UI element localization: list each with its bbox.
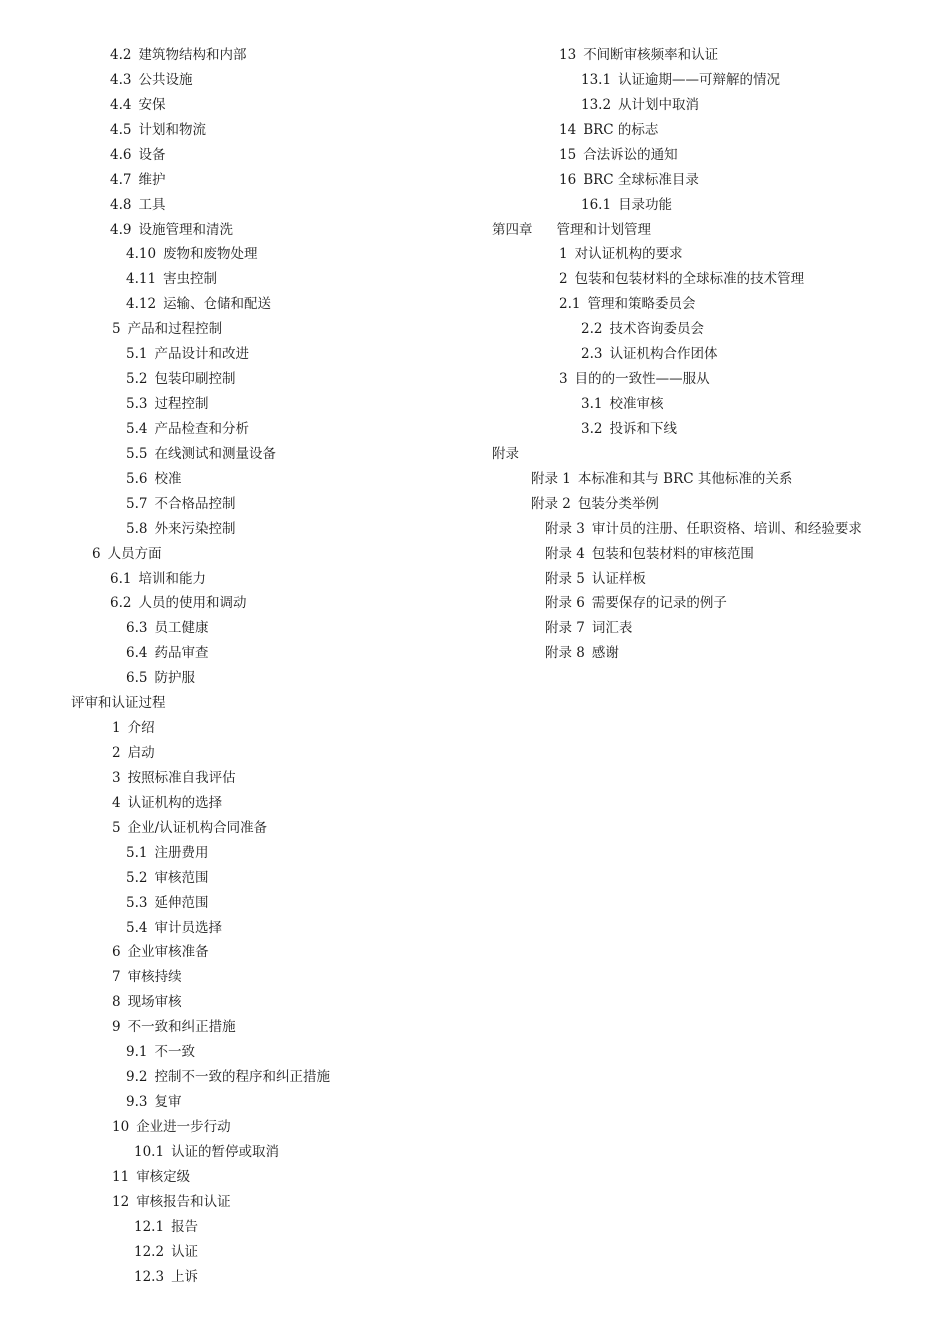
toc-entry (126, 244, 258, 264)
toc-entry (134, 1142, 279, 1162)
toc-entry (559, 269, 804, 289)
toc-entry-title: 投诉和下线 (609, 420, 677, 437)
toc-entry (126, 1067, 330, 1087)
toc-entry-number: 6.4 (126, 645, 148, 662)
toc-entry-number: 6.3 (126, 620, 148, 637)
toc-entry-title: 企业进一步行动 (136, 1118, 231, 1135)
toc-entry-title: 废物和废物处理 (163, 246, 258, 263)
toc-entry-number: 4.7 (110, 171, 132, 188)
toc-entry-number: 15 (559, 146, 577, 163)
toc-entry-title: 包装和包装材料的审核范围 (591, 545, 754, 562)
toc-entry-title: 人员方面 (107, 545, 162, 562)
toc-entry (126, 618, 208, 638)
toc-entry (112, 319, 222, 339)
toc-entry (110, 145, 165, 165)
toc-entry-number: 5.7 (126, 495, 148, 512)
toc-entry (112, 793, 222, 813)
toc-entry (126, 893, 208, 913)
toc-entry (581, 195, 672, 215)
toc-entry-number: 3.2 (581, 420, 603, 437)
toc-entry-number: 12.3 (134, 1268, 165, 1285)
toc-entry-number: 3.1 (581, 396, 603, 413)
toc-entry (112, 818, 267, 838)
toc-entry-title: 认证机构的选择 (127, 794, 223, 811)
toc-entry (110, 95, 165, 115)
toc-entry-title: 报告 (171, 1218, 199, 1235)
toc-entry-title: 产品和过程控制 (127, 321, 223, 338)
toc-entry (134, 1267, 198, 1287)
toc-entry-title: 审核范围 (154, 869, 209, 886)
toc-entry (112, 718, 155, 738)
toc-entry-title: 企业/认证机构合同准备 (127, 819, 268, 836)
toc-entry (126, 1042, 195, 1062)
toc-entry-number: 附录 2 (531, 495, 571, 512)
toc-entry (126, 519, 235, 539)
toc-entry (126, 419, 249, 439)
toc-entry-title: 包装和包装材料的全球标准的技术管理 (574, 271, 805, 288)
toc-entry-title: 词汇表 (591, 620, 633, 637)
toc-entry-title: 在线测试和测量设备 (154, 445, 276, 462)
toc-entry-title: 设备 (138, 146, 166, 163)
toc-entry-title: 复审 (154, 1094, 182, 1111)
toc-entry (126, 294, 271, 314)
toc-entry-title: 技术咨询委员会 (609, 321, 704, 338)
toc-entry-title: 防护服 (154, 670, 195, 687)
toc-entry-number: 4.6 (110, 146, 132, 163)
toc-entry-number: 6 (112, 944, 121, 961)
toc-entry-title: 药品审查 (154, 645, 209, 662)
toc-entry-number: 4.2 (110, 47, 132, 63)
toc-entry-title: 员工健康 (154, 620, 209, 637)
toc-entry-title: 审核定级 (136, 1168, 191, 1185)
toc-entry-number: 7 (112, 969, 121, 986)
toc-entry (559, 120, 658, 140)
toc-entry-title: 对认证机构的要求 (574, 246, 683, 263)
toc-entry (559, 244, 683, 264)
toc-entry-number: 5.2 (126, 869, 148, 886)
toc-entry-number: 11 (112, 1168, 130, 1185)
toc-entry-title: 校准 (154, 470, 182, 487)
toc-entry (581, 319, 704, 339)
toc-entry-number: 10 (112, 1118, 130, 1135)
toc-entry-number: 9 (112, 1019, 121, 1036)
toc-entry (126, 344, 249, 364)
toc-entry (559, 145, 678, 165)
toc-entry-number: 2 (112, 745, 121, 762)
toc-entry-number: 4.5 (110, 121, 132, 138)
toc-entry-number: 12.2 (134, 1243, 165, 1260)
toc-entry-number: 附录 8 (545, 645, 585, 662)
toc-entry-title: 从计划中取消 (618, 96, 700, 113)
toc-entry (581, 344, 717, 364)
toc-entry-title: 合法诉讼的通知 (583, 146, 678, 163)
toc-entry-title: 评审和认证过程 (71, 695, 166, 712)
toc-entry-title: 包装分类举例 (577, 495, 659, 512)
toc-entry-title: 审计员的注册、任职资格、培训、和经验要求 (591, 520, 862, 537)
toc-entry-title: 外来污染控制 (154, 520, 236, 537)
toc-entry-title: 认证样板 (591, 570, 646, 587)
toc-entry (545, 593, 727, 613)
toc-entry-number: 6.1 (110, 570, 132, 587)
toc-entry-number: 附录 5 (545, 570, 585, 587)
toc-entry-title: 需要保存的记录的例子 (591, 595, 727, 612)
toc-entry-title: 感谢 (591, 645, 619, 662)
toc-entry-number: 4.3 (110, 71, 132, 88)
toc-entry (559, 170, 699, 190)
toc-entry-title: 不一致和纠正措施 (127, 1019, 236, 1036)
toc-entry (126, 918, 222, 938)
toc-entry-title: 控制不一致的程序和纠正措施 (154, 1069, 330, 1086)
toc-entry (545, 618, 632, 638)
toc-entry-title: 企业审核准备 (127, 944, 209, 961)
toc-entry (545, 519, 862, 539)
toc-entry-title: 不合格品控制 (154, 495, 236, 512)
toc-entry-number: 5.2 (126, 371, 148, 388)
toc-entry-number: 4.8 (110, 196, 132, 213)
toc-entry (112, 942, 209, 962)
toc-entry-title: 审核持续 (127, 969, 182, 986)
toc-entry-title: 维护 (138, 171, 166, 188)
toc-entry (112, 967, 182, 987)
toc-entry (581, 394, 663, 414)
toc-entry-number: 3 (112, 769, 121, 786)
toc-entry-number: 附录 3 (545, 520, 585, 537)
toc-entry-title: 本标准和其与 BRC 其他标准的关系 (577, 470, 793, 487)
toc-entry-number: 附录 1 (531, 470, 571, 487)
toc-entry-number: 16.1 (581, 196, 612, 213)
toc-entry-title: 认证逾期——可辩解的情况 (618, 71, 781, 88)
toc-entry (126, 494, 235, 514)
toc-entry-title: 校准审核 (609, 396, 664, 413)
toc-entry-number: 2.2 (581, 321, 603, 338)
toc-entry-number: 第四章 (492, 221, 533, 238)
toc-entry-title: 公共设施 (138, 71, 193, 88)
toc-entry (545, 569, 646, 589)
toc-entry (110, 70, 192, 90)
toc-entry-title: 包装印刷控制 (154, 371, 236, 388)
toc-entry-number: 9.1 (126, 1044, 148, 1061)
toc-entry (110, 593, 246, 613)
toc-entry (112, 768, 236, 788)
toc-entry (110, 120, 206, 140)
toc-entry (110, 170, 165, 190)
toc-entry-number: 3 (559, 371, 568, 388)
toc-entry-number: 5.5 (126, 445, 148, 462)
toc-entry (92, 544, 162, 564)
toc-entry (545, 643, 619, 663)
toc-entry-title: 按照标准自我评估 (127, 769, 236, 786)
toc-entry-number: 6.2 (110, 595, 132, 612)
toc-entry (112, 1167, 190, 1187)
toc-entry-title: BRC 全球标准目录 (583, 171, 699, 188)
toc-entry-title: 上诉 (171, 1268, 199, 1285)
toc-entry-title: 审核报告和认证 (136, 1193, 231, 1210)
toc-entry (126, 1092, 181, 1112)
toc-entry (112, 1117, 231, 1137)
toc-entry-number: 12.1 (134, 1218, 165, 1235)
toc-entry (110, 569, 206, 589)
toc-entry-title: 认证 (171, 1243, 199, 1260)
toc-entry (531, 494, 659, 514)
toc-entry-number: 14 (559, 121, 577, 138)
toc-entry (581, 95, 699, 115)
toc-entry-number: 5.8 (126, 520, 148, 537)
toc-entry-title: 运输、仓储和配送 (163, 296, 272, 313)
toc-entry-title: 启动 (127, 745, 155, 762)
toc-entry-title: 目的的一致性——服从 (574, 371, 710, 388)
toc-entry (134, 1242, 198, 1262)
toc-entry-title: 介绍 (127, 720, 155, 737)
toc-entry-title: 设施管理和清洗 (138, 221, 233, 238)
toc-entry (126, 369, 235, 389)
toc-entry (581, 70, 780, 90)
toc-entry-title: 管理和计划管理 (556, 221, 651, 238)
toc-entry (126, 668, 195, 688)
toc-entry (126, 269, 217, 289)
toc-entry (126, 469, 181, 489)
toc-entry-title: 产品设计和改进 (154, 346, 249, 363)
toc-entry (110, 45, 246, 65)
toc-entry-number: 6 (92, 545, 101, 562)
toc-entry-title: 工具 (138, 196, 166, 213)
toc-entry-number: 12 (112, 1193, 130, 1210)
toc-entry-number: 9.3 (126, 1094, 148, 1111)
toc-entry (71, 693, 166, 713)
toc-entry (581, 419, 677, 439)
toc-entry-number: 13.1 (581, 71, 612, 88)
toc-entry-title: 注册费用 (154, 844, 209, 861)
toc-entry-title: 培训和能力 (138, 570, 206, 587)
toc-entry-number: 4.12 (126, 296, 157, 313)
toc-entry-number: 5.4 (126, 919, 148, 936)
toc-entry-title: 安保 (138, 96, 166, 113)
toc-entry (531, 469, 792, 489)
toc-entry (112, 1017, 236, 1037)
toc-entry-title: 人员的使用和调动 (138, 595, 247, 612)
toc-entry-number: 4.9 (110, 221, 132, 238)
toc-entry-title: 过程控制 (154, 396, 209, 413)
toc-entry-title: 认证的暂停或取消 (171, 1143, 280, 1160)
toc-entry-number: 2 (559, 271, 568, 288)
toc-entry-title: 产品检查和分析 (154, 420, 249, 437)
toc-entry-number: 1 (559, 246, 568, 263)
toc-entry-number: 4.11 (126, 271, 157, 288)
toc-entry-number: 4 (112, 794, 121, 811)
toc-entry (559, 45, 718, 65)
toc-entry-number: 5 (112, 819, 121, 836)
toc-entry (126, 643, 208, 663)
toc-entry (110, 220, 233, 240)
toc-entry-number: 5.3 (126, 396, 148, 413)
toc-entry-number: 16 (559, 171, 577, 188)
toc-entry-number: 6.5 (126, 670, 148, 687)
toc-entry-number: 5.3 (126, 894, 148, 911)
toc-entry-number: 4.4 (110, 96, 132, 113)
toc-entry-number: 附录 7 (545, 620, 585, 637)
toc-entry (126, 394, 208, 414)
toc-entry-title: 附录 (492, 445, 519, 462)
toc-entry-title: 计划和物流 (138, 121, 206, 138)
toc-entry (126, 843, 208, 863)
toc-entry (110, 195, 165, 215)
toc-entry-number: 附录 4 (545, 545, 585, 562)
toc-entry-number: 5.1 (126, 844, 148, 861)
toc-entry (126, 868, 208, 888)
toc-entry (545, 544, 754, 564)
toc-entry (492, 444, 519, 464)
toc-entry (126, 444, 276, 464)
toc-entry-number: 4.10 (126, 246, 157, 263)
toc-entry-number: 2.1 (559, 296, 581, 313)
toc-entry-title: 管理和策略委员会 (587, 296, 696, 313)
toc-entry-number: 2.3 (581, 346, 603, 363)
toc-entry-number: 5.4 (126, 420, 148, 437)
toc-entry (112, 992, 182, 1012)
toc-entry-title: 不一致 (154, 1044, 195, 1061)
toc-entry-title: 不间断审核频率和认证 (583, 47, 719, 63)
toc-entry-title: 延伸范围 (154, 894, 209, 911)
toc-entry-number: 5.1 (126, 346, 148, 363)
toc-entry (559, 294, 695, 314)
toc-entry-number: 10.1 (134, 1143, 165, 1160)
toc-entry-number: 8 (112, 994, 121, 1011)
toc-entry (559, 369, 710, 389)
toc-entry-title: 认证机构合作团体 (609, 346, 718, 363)
toc-entry-title: BRC 的标志 (583, 121, 659, 138)
toc-entry-number: 5 (112, 321, 121, 338)
toc-entry-title: 目录功能 (618, 196, 673, 213)
toc-entry-number: 1 (112, 720, 121, 737)
toc-entry-number: 13.2 (581, 96, 612, 113)
toc-entry (112, 743, 155, 763)
toc-entry-number: 附录 6 (545, 595, 585, 612)
toc-entry (492, 220, 651, 240)
toc-entry-title: 害虫控制 (163, 271, 218, 288)
toc-entry-number: 9.2 (126, 1069, 148, 1086)
toc-entry-title: 现场审核 (127, 994, 182, 1011)
toc-entry-number: 5.6 (126, 470, 148, 487)
toc-entry (112, 1192, 231, 1212)
toc-entry (134, 1217, 198, 1237)
toc-entry-title: 建筑物结构和内部 (138, 47, 247, 63)
toc-entry-number: 13 (559, 47, 577, 63)
toc-entry-title: 审计员选择 (154, 919, 222, 936)
